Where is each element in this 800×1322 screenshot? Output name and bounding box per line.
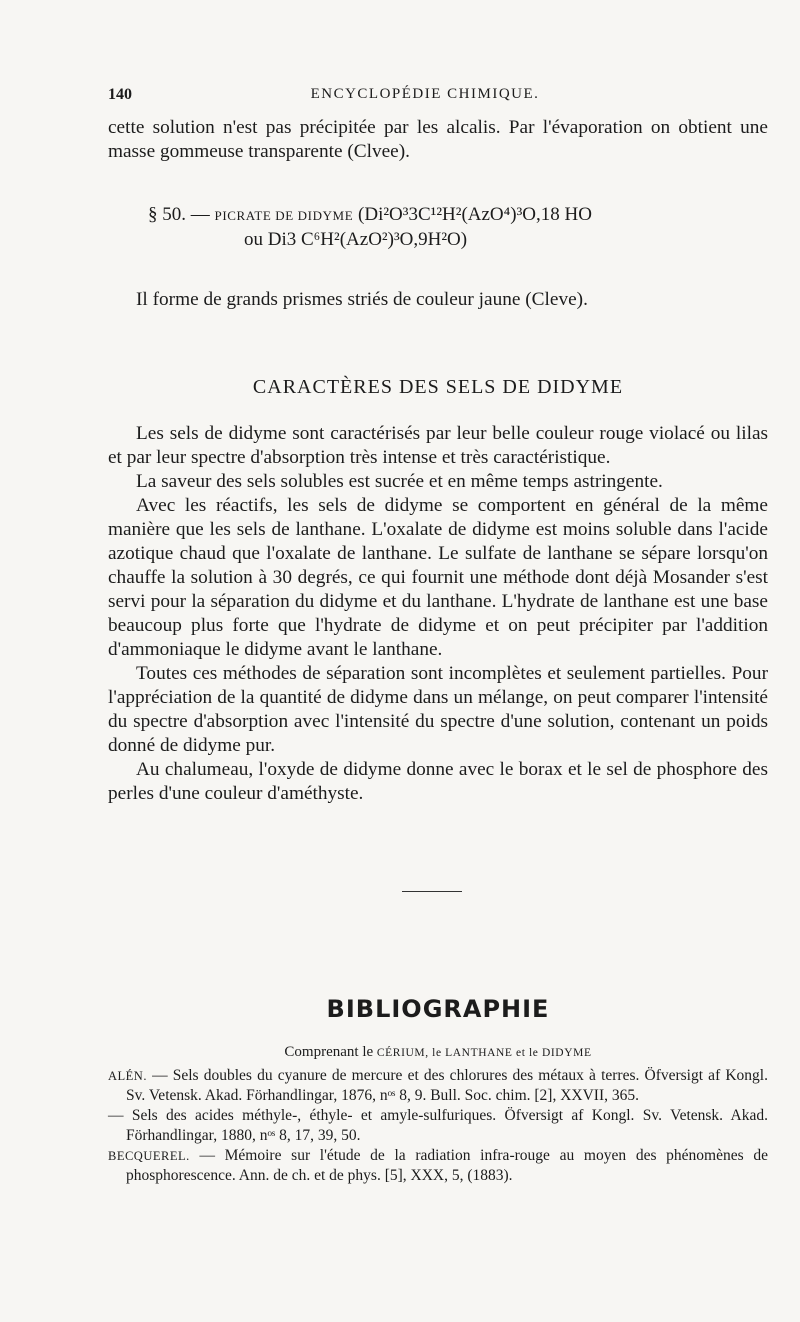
entry-author: ALÉN. bbox=[108, 1069, 147, 1083]
entry-text: — Mémoire sur l'étude de la radiation infra-rouge au moyen des phénomènes de phosphorescence. Ann. de ch. et de phys. [5], XXX, 5, (1883). bbox=[126, 1147, 768, 1184]
characters-body bbox=[108, 422, 768, 806]
bibliography-title: BIBLIOGRAPHIE bbox=[326, 995, 550, 1023]
section-50-heading bbox=[148, 203, 648, 252]
characters-heading: CARACTÈRES DES SELS DE DIDYME bbox=[252, 376, 624, 398]
formula-alt-prefix: ou bbox=[244, 229, 263, 250]
cleve-block bbox=[108, 288, 768, 312]
section-title: PICRATE DE DIDYME bbox=[214, 208, 354, 223]
bibliography-entry bbox=[108, 1066, 768, 1106]
formula-alt: Di3 C⁶H²(AzO²)³O,9H²O) bbox=[267, 229, 468, 250]
bibliography-subtitle bbox=[108, 1044, 768, 1061]
section-divider bbox=[402, 891, 462, 892]
bibliography-subtitle-names: CÉRIUM, le LANTHANE et le DIDYME bbox=[376, 1047, 592, 1059]
intro-paragraph: cette solution n'est pas précipitée par les alcalis. Par l'évaporation on obtient une masse gommeuse transparente (Clvee). bbox=[108, 117, 768, 162]
bibliography-entry bbox=[108, 1146, 768, 1186]
formula-alt-line bbox=[148, 228, 648, 252]
bibliography-entry bbox=[108, 1106, 768, 1146]
section-number: § 50. — bbox=[148, 204, 210, 225]
page-number: 140 bbox=[108, 86, 132, 103]
bibliography-subtitle-prefix: Comprenant le bbox=[284, 1044, 374, 1060]
paragraph: Les sels de didyme sont caractérisés par leur belle couleur rouge violacé ou lilas et par leur spectre d'absorption très intense et très caractéristique. bbox=[108, 423, 768, 468]
entry-text: — Sels doubles du cyanure de mercure et des chlorures des métaux à terres. Öfversigt af Kongl. Sv. Vetensk. Akad. Förhandlingar, 1876, nᵒˢ 8, 9. Bull. Soc. chim. [2], XXVII, 365. bbox=[126, 1067, 768, 1104]
running-head: ENCYCLOPÉDIE CHIMIQUE. bbox=[310, 86, 540, 102]
intro-block bbox=[108, 116, 768, 164]
bibliography-list bbox=[108, 1066, 768, 1186]
paragraph: Avec les réactifs, les sels de didyme se comportent en général de la même manière que les sels de lanthane. L'oxalate de didyme est moins soluble dans l'acide azotique chaud que l'oxalate de lanthane. Le sulfate de lanthane se sépare lorsqu'on chauffe la solution à 30 degrés, ce qui fournit une méthode dont déjà Mosander s'est servi pour la séparation du didyme et du lanthane. L'hydrate de lanthane est une base beaucoup plus forte que l'hydrate de didyme et on peut précipiter par l'addition d'ammoniaque le didyme avant le lanthane. bbox=[108, 495, 768, 660]
entry-text: — Sels des acides méthyle-, éthyle- et amyle-sulfuriques. Öfversigt af Kongl. Sv. Vetensk. Akad. Förhandlingar, 1880, nᵒˢ 8, 17, 39, 50. bbox=[108, 1107, 768, 1144]
paragraph: Au chalumeau, l'oxyde de didyme donne avec le borax et le sel de phosphore des perles d'une couleur d'améthyste. bbox=[108, 759, 768, 804]
entry-author: BECQUEREL. bbox=[108, 1149, 190, 1163]
page-header bbox=[108, 86, 742, 110]
formula-primary: (Di²O³3C¹²H²(AzO⁴)³O,18 HO bbox=[358, 204, 592, 225]
paragraph: La saveur des sels solubles est sucrée et en même temps astringente. bbox=[136, 471, 663, 492]
cleve-paragraph: Il forme de grands prismes striés de couleur jaune (Cleve). bbox=[136, 289, 588, 310]
paragraph: Toutes ces méthodes de séparation sont incomplètes et seulement partielles. Pour l'appréciation de la quantité de didyme dans un mélange, on peut comparer l'intensité du spectre d'absorption avec l'intensité du spectre d'une solution, contenant un poids donné de didyme pur. bbox=[108, 663, 768, 756]
